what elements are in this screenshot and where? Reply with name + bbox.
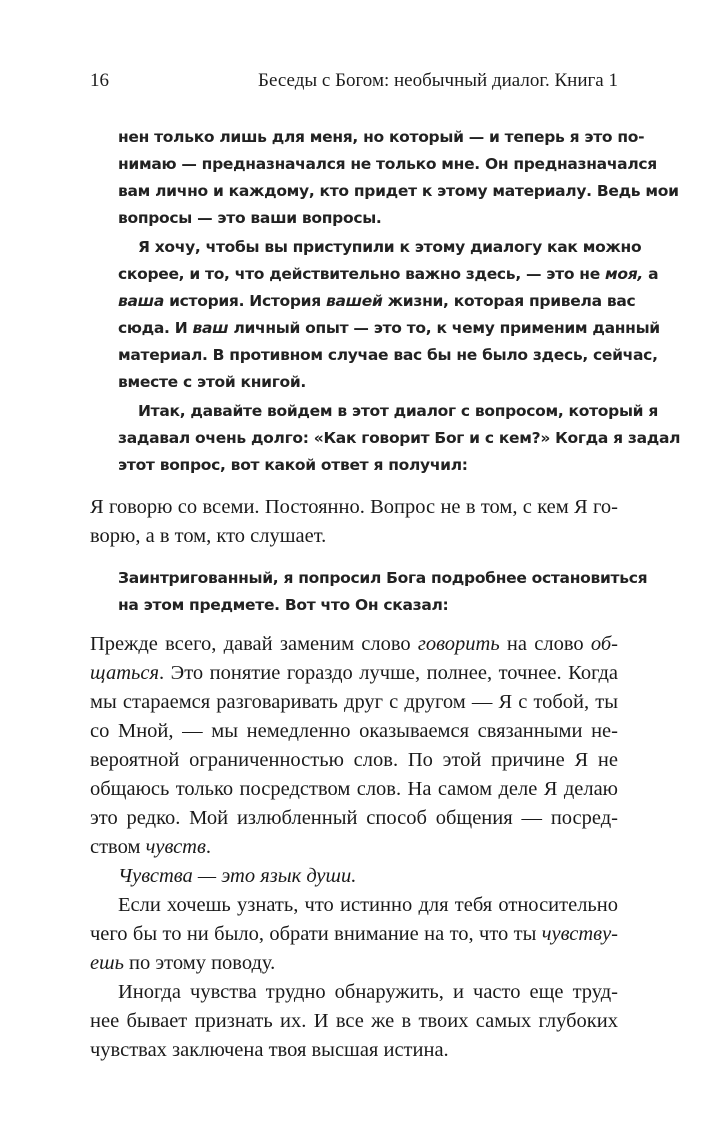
text-line: чувствах заключена твоя высшая истина. [90,1039,449,1061]
text-line: ешь по этому поводу. [90,952,276,974]
text-line: Я говорю со всеми. Постоянно. Вопрос не в том, с кем Я го- [90,496,618,518]
text-line: на этом предмете. Вот что Он сказал: [118,596,449,614]
text-line: Итак, давайте войдем в этот диалог с вопросом, который я [138,402,658,420]
text-line: задавал очень долго: «Как говорит Бог и с кем?» Когда я задал [118,429,681,447]
text-line: вопросы — это ваши вопросы. [118,209,382,227]
text-line: вероятной ограниченностью слов. По этой причине Я не [90,749,618,771]
text-line: нимаю — предназначался не только мне. Он предназначался [118,155,657,173]
text-line: Иногда чувства трудно обнаружить, и часто еще труд- [118,981,618,1003]
text-line: вместе с этой книгой. [118,373,307,391]
text-line: вам лично и каждому, кто придет к этому материалу. Ведь мои [118,182,679,200]
page-header [90,70,618,96]
text-line: щаться. Это понятие гораздо лучше, полнее, точнее. Когда [90,662,618,684]
text-line: ством чувств. [90,836,211,858]
text-line: Я хочу, чтобы вы приступили к этому диалогу как можно [138,238,642,256]
text-line: нее бывает признать их. И все же в твоих самых глубоких [90,1010,618,1032]
page-number: 16 [90,70,109,91]
running-title: Беседы с Богом: необычный диалог. Книга 1 [258,70,618,91]
text-line: материал. В противном случае вас бы не было здесь, сейчас, [118,346,658,364]
text-line: Прежде всего, давай заменим слово говорить на слово об- [90,633,618,655]
text-line: общаюсь только посредством слов. На самом деле Я делаю [90,778,618,800]
text-line: Если хочешь узнать, что истинно для тебя относительно [118,894,618,916]
text-line: этот вопрос, вот какой ответ я получил: [118,456,468,474]
text-line: мы стараемся разговаривать друг с другом — Я с тобой, ты [90,691,618,713]
text-line: Чувства — это язык души. [118,865,357,887]
text-line: чего бы то ни было, обрати внимание на то, что ты чувству- [90,923,618,945]
text-line: ворю, а в том, кто слушает. [90,525,327,547]
text-line: сюда. И ваш личный опыт — это то, к чему применим данный [118,319,660,337]
text-line: Заинтригованный, я попросил Бога подробнее остановиться [118,569,648,587]
text-line: нен только лишь для меня, но который — и теперь я это по- [118,128,645,146]
text-line: скорее, и то, что действительно важно здесь, — это не моя, а [118,265,659,283]
text-line: это редко. Мой излюбленный способ общения — посред- [90,807,618,829]
text-line: ваша история. История вашей жизни, которая привела вас [118,292,636,310]
text-line: со Мной, — мы немедленно оказываемся связанными не- [90,720,618,742]
